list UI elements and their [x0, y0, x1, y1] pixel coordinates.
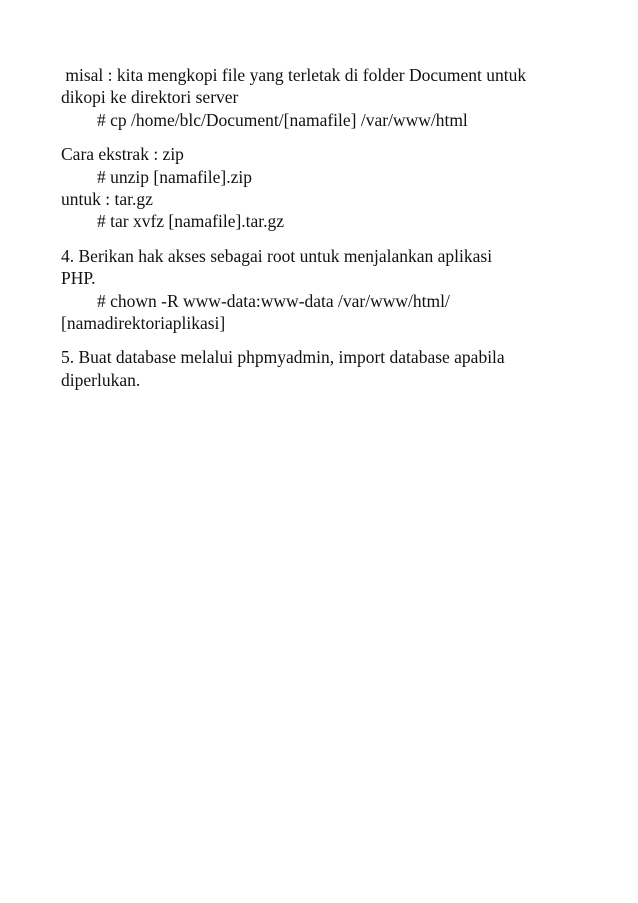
chown-command-line-1: # chown -R www-data:www-data /var/www/html/: [97, 290, 450, 311]
unzip-command: # unzip [namafile].zip: [97, 166, 253, 187]
targz-label: untuk : tar.gz: [61, 188, 153, 209]
step-4-line-1: 4. Berikan hak akses sebagai root untuk menjalankan aplikasi: [61, 245, 493, 266]
zip-extract-label: Cara ekstrak : zip: [61, 144, 184, 165]
chown-command-line-2: [namadirektoriaplikasi]: [61, 312, 226, 333]
step-4-line-2: PHP.: [61, 268, 96, 289]
example-text-line-1: misal : kita mengkopi file yang terletak di folder Document untuk: [61, 65, 527, 85]
tar-command: # tar xvfz [namafile].tar.gz: [97, 211, 285, 232]
example-text-line-2: dikopi ke direktori server: [61, 87, 239, 108]
paragraph-gap: [61, 233, 601, 245]
paragraph-gap: [61, 334, 601, 346]
paragraph-gap: [61, 131, 601, 143]
copy-command: # cp /home/blc/Document/[namafile] /var/www/html: [97, 109, 468, 130]
document-body: [61, 64, 601, 391]
step-5-line-2: diperlukan.: [61, 369, 141, 390]
step-5-line-1: 5. Buat database melalui phpmyadmin, import database apabila: [61, 347, 505, 368]
